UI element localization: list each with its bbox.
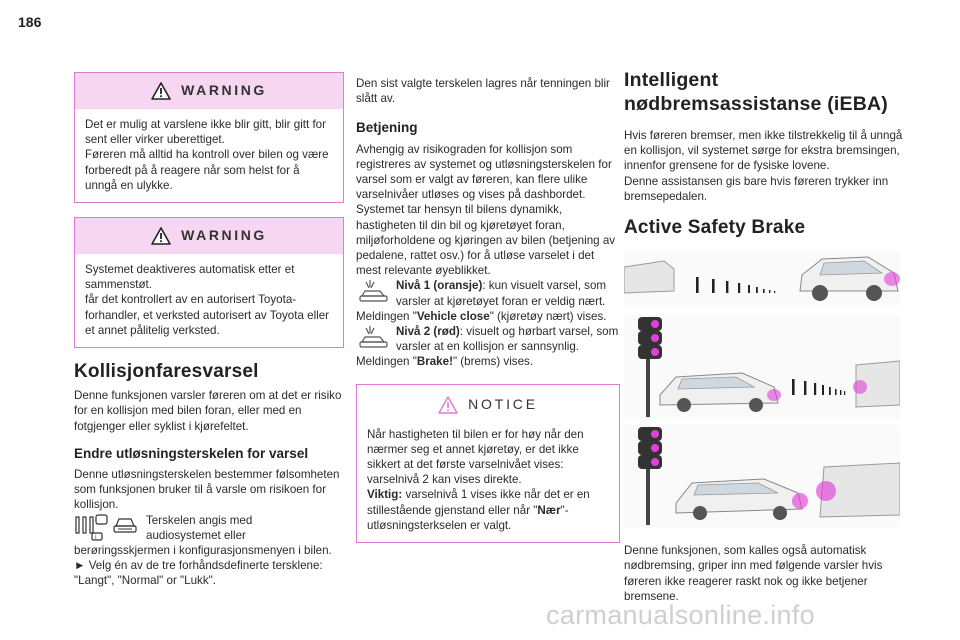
subsection-title: Betjening bbox=[356, 120, 418, 136]
warning-text: Det er mulig at varslene ikke blir gitt, blir gitt for sent eller virker uberettiget. Føreren må alltid ha kontroll over bilen og være forberedt på å reagere når som helst for å unngå en ulykke. bbox=[85, 118, 329, 192]
level2-label: Nivå 2 (rød) bbox=[396, 325, 460, 339]
column-1 bbox=[74, 72, 344, 589]
warning-box-2 bbox=[74, 217, 344, 348]
notice-triangle-icon bbox=[438, 396, 458, 414]
icon-row bbox=[74, 513, 344, 543]
section-title: Active Safety Brake bbox=[624, 217, 806, 239]
car-illustration bbox=[624, 251, 900, 305]
message-brake: Brake! bbox=[416, 355, 453, 369]
body-text: Hvis føreren bremser, men ikke tilstrekkelig til å unngå en kollisjon, vil systemet sørge for ekstra bremsingen, innenfor grensene for de fysiske lovene. Denne assistansen gis bare hvis føreren trykker inn bremsepedalen. bbox=[624, 129, 903, 203]
illustration-level2 bbox=[624, 425, 900, 527]
settings-menu-icon bbox=[74, 513, 110, 543]
warning-text: Systemet deaktiveres automatisk etter et sammenstøt. får det kontrollert av en autorisert Toyota-forhandler, et verksted autorisert av Toyota eller et annet pålitelig verksted. bbox=[85, 263, 330, 337]
notice-near: Nær bbox=[537, 503, 561, 517]
level1-label: Nivå 1 (oransje) bbox=[396, 279, 483, 293]
column-3 bbox=[624, 68, 904, 604]
illustration-level1 bbox=[624, 315, 900, 419]
level2-row bbox=[356, 324, 620, 354]
icon-text: Terskelen angis med audiosystemet eller bbox=[146, 513, 253, 542]
notice-label: NOTICE bbox=[468, 396, 538, 413]
message-suffix: " (kjøretøy nært) vises. bbox=[489, 309, 607, 323]
car-menu-icon bbox=[112, 513, 138, 537]
message-prefix: Meldingen " bbox=[356, 355, 417, 369]
notice-text: "-utløsningsterkselen er valgt. bbox=[367, 503, 569, 532]
section-title: Intelligent nødbremsassistanse (iEBA) bbox=[624, 69, 888, 115]
body-text: Avhengig av risikograden for kollisjon som registreres av systemet og utløsningsterskelen for varsel som er valgt av føreren, kan flere ulike varselnivåer utløses og vises på dashbordet. Systemet tar hensyn til bilens dynamikk, hastigheten til din bil og kjøretøyet foran, miljøforholdene og kjøringen av bilen (betjening av pedalene, rattet osv.) for å utløse varselet i det mest relevante øyeblikket. bbox=[356, 142, 616, 278]
notice-important: Viktig: bbox=[367, 488, 403, 502]
notice-header bbox=[357, 385, 619, 419]
notice-text: varselnivå 1 vises ikke når det er en stillestående gjenstand eller når " bbox=[367, 488, 590, 517]
warning-label: WARNING bbox=[181, 227, 267, 244]
message-line bbox=[356, 309, 620, 324]
warning-triangle-icon bbox=[151, 227, 171, 245]
body-text: Den sist valgte terskelen lagres når tenningen blir slått av. bbox=[356, 77, 610, 106]
message-suffix: " (brems) vises. bbox=[452, 355, 534, 369]
car-illustration bbox=[624, 315, 900, 419]
message-line bbox=[356, 354, 620, 369]
warning-header bbox=[75, 218, 343, 254]
body-text: Denne utløsningsterskelen bestemmer følsomheten som funksjonen bruker til å varsle om risikoen for kollisjon. bbox=[74, 468, 340, 512]
section-title: Kollisjonfaresvarsel bbox=[74, 361, 259, 383]
warning-triangle-icon bbox=[151, 82, 171, 100]
level1-row bbox=[356, 278, 620, 308]
body-text: Denne funksjonen, som kalles også automatisk nødbremsing, griper inn med følgende varsler hvis føreren ikke reagerer raskt nok og ikke betjener bremsene. bbox=[624, 544, 883, 603]
bullet-text: ► Velg én av de tre forhåndsdefinerte tersklene: "Langt", "Normal" or "Lukk". bbox=[74, 559, 323, 588]
notice-text: Når hastigheten til bilen er for høy når den nærmer seg et annet kjøretøy, er det ikke sikkert at det første varselnivået vises: varselnivå 2 kan vises direkte. bbox=[367, 427, 584, 487]
collision-warning-icon bbox=[356, 278, 392, 304]
message-vehicle-close: Vehicle close bbox=[416, 309, 490, 323]
notice-box bbox=[356, 384, 620, 543]
warning-label: WARNING bbox=[181, 82, 267, 99]
illustration-distance-warning bbox=[624, 251, 900, 305]
page-number: 186 bbox=[18, 14, 42, 30]
column-2 bbox=[356, 72, 620, 557]
warning-box-1 bbox=[74, 72, 344, 203]
body-text: berøringsskjermen i konfigurasjonsmenyen i bilen. bbox=[74, 544, 332, 558]
subsection-title: Endre utløsningsterskelen for varsel bbox=[74, 445, 309, 461]
message-prefix: Meldingen " bbox=[356, 309, 417, 323]
svg-text:i: i bbox=[95, 533, 97, 541]
section-intro: Denne funksjonen varsler føreren om at det er risiko for en kollisjon med bilen foran, eller med en fotgjenger eller syklist i kjørefeltet. bbox=[74, 389, 342, 433]
watermark: carmanualsonline.info bbox=[546, 600, 815, 630]
collision-warning-icon bbox=[356, 324, 392, 350]
level1-text: : kun visuelt varsel, som varsler at kjøretøyet foran er veldig nært. bbox=[396, 279, 607, 308]
car-illustration bbox=[624, 425, 900, 527]
level2-text: : visuelt og hørbart varsel, som varsler at en kollisjon er sannsynlig. bbox=[396, 325, 619, 354]
warning-header bbox=[75, 73, 343, 109]
